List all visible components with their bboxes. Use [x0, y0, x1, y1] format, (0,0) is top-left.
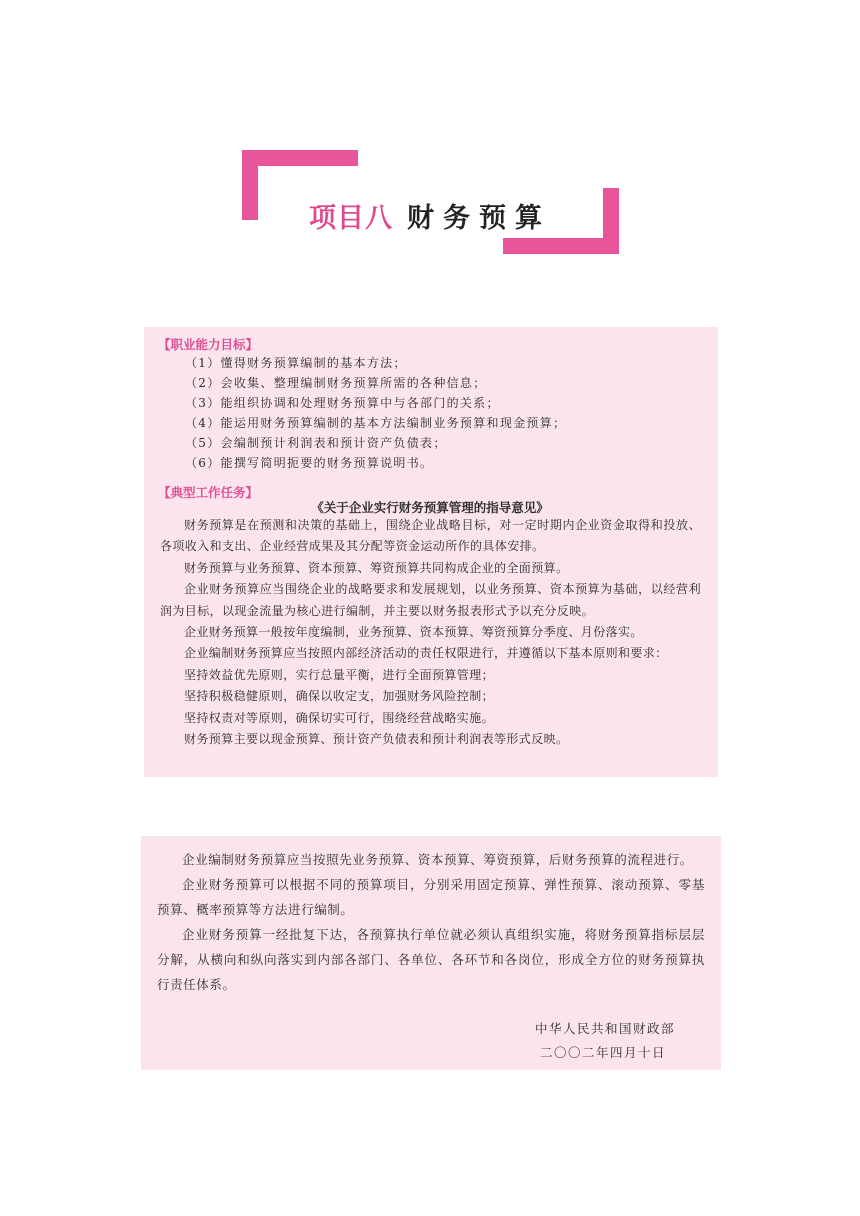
ability-item: （4）能运用财务预算编制的基本方法编制业务预算和现金预算； [185, 416, 567, 430]
page-title [0, 196, 860, 235]
ability-item: （1）懂得财务预算编制的基本方法； [185, 356, 407, 370]
paragraph: 坚持效益优先原则，实行总量平衡，进行全面预算管理； [184, 667, 495, 682]
paragraph: 坚持积极稳健原则，确保以收定支，加强财务风险控制； [184, 689, 495, 704]
paragraph: 企业财务预算应当围绕企业的战略要求和发展规划，以业务预算、资本预算为基础，以经营利润为目标，以现金流量为核心进行编制，并主要以财务报表形式予以充分反映。 [160, 582, 701, 618]
paragraph: 企业财务预算一般按年度编制，业务预算、资本预算、筹资预算分季度、月份落实。 [184, 625, 643, 640]
ability-item: （5）会编制预计利润表和预计资产负债表； [185, 436, 447, 450]
paragraph: 财务预算主要以现金预算、预计资产负债表和预计利润表等形式反映。 [184, 732, 569, 747]
project-title: 财务预算 [407, 203, 551, 234]
continuation-text [157, 847, 705, 997]
paragraph: 企业编制财务预算应当按照先业务预算、资本预算、筹资预算，后财务预算的流程进行。 [182, 852, 693, 867]
ability-item: （2）会收集、整理编制财务预算所需的各种信息； [185, 376, 487, 390]
signature-issuer: 中华人民共和国财政部 [535, 1021, 676, 1036]
ability-item: （6）能撰写简明扼要的财务预算说明书。 [185, 456, 434, 470]
task-section-title: 【典型工作任务】 [158, 485, 259, 500]
paragraph: 财务预算与业务预算、资本预算、筹资预算共同构成企业的全面预算。 [184, 560, 569, 575]
paragraph: 坚持权责对等原则，确保切实可行，围绕经营战略实施。 [184, 710, 495, 725]
paragraph: 财务预算是在预测和决策的基础上，围绕企业战略目标，对一定时期内企业资金取得和投放、各项收入和支出、企业经营成果及其分配等资金运动所作的具体安排。 [160, 518, 701, 554]
title-bracket-bottom [503, 238, 619, 254]
document-title: 《关于企业实行财务预算管理的指导意见》 [311, 500, 549, 515]
signature-date: 二〇〇二年四月十日 [540, 1045, 667, 1060]
paragraph: 企业财务预算可以根据不同的预算项目，分别采用固定预算、弹性预算、滚动预算、零基预算、概率预算等方法进行编制。 [157, 877, 705, 917]
ability-item: （3）能组织协调和处理财务预算中与各部门的关系； [185, 396, 500, 410]
guidance-text [160, 515, 701, 750]
title-bracket-top [242, 150, 358, 166]
paragraph: 企业财务预算一经批复下达，各预算执行单位就必须认真组织实施，将财务预算指标层层分解，从横向和纵向落实到内部各部门、各单位、各环节和各岗位，形成全方位的财务预算执行责任体系。 [157, 927, 705, 992]
ability-section-title: 【职业能力目标】 [158, 337, 259, 352]
paragraph: 企业编制财务预算应当按照内部经济活动的责任权限进行，并遵循以下基本原则和要求： [184, 646, 668, 661]
project-label: 项目八 [309, 203, 393, 234]
